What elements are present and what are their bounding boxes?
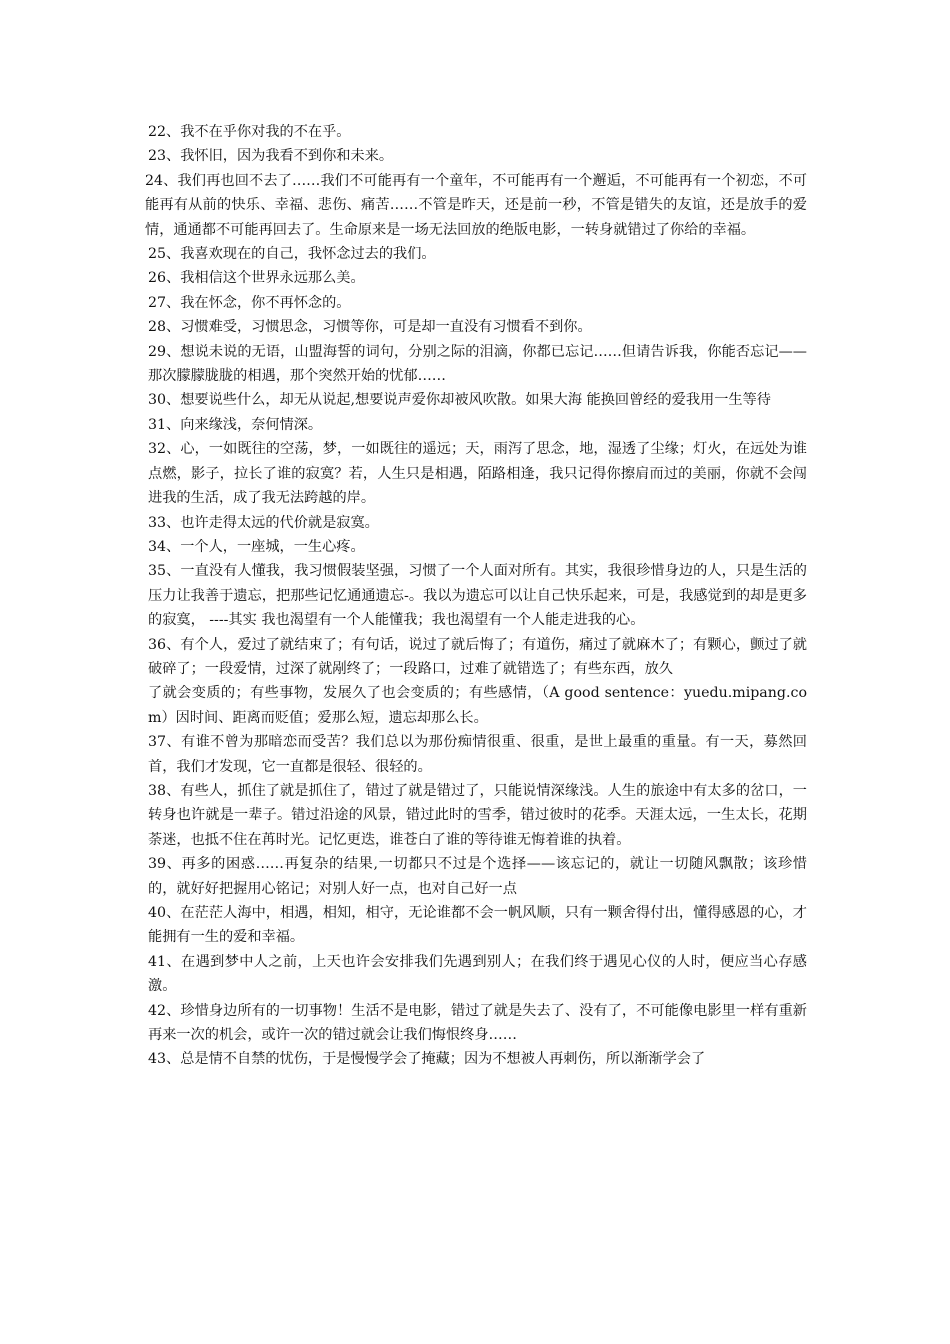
- paragraph-30: 30、想要说些什么，却无从说起,想要说声爱你却被风吹散。如果大海 能换回曾经的爱我用一生等待: [148, 392, 771, 409]
- paragraph-35: 35、一直没有人懂我，我习惯假装坚强，习惯了一个人面对所有。其实，我很珍惜身边的人，只是生活的压力让我善于遗忘，把那些记忆通通遗忘-。我以为遗忘可以让自己快乐起来，可是，我感觉到的却是更多的寂寞， ----其实 我也渴望有一个人能懂我；我也渴望有一个人能走进我的心。: [148, 563, 807, 629]
- paragraph-36: 36、有个人，爱过了就结束了；有句话，说过了就后悔了；有道伤，痛过了就麻木了；有颗心，颤过了就破碎了；一段爱情，过深了就剐终了；一段路口，过难了就错选了；有些东西，放久: [148, 636, 807, 677]
- paragraph-28: 28、习惯难受，习惯思念，习惯等你，可是却一直没有习惯看不到你。: [148, 319, 592, 336]
- paragraph-42: 42、珍惜身边所有的一切事物！生活不是电影，错过了就是失去了、没有了，不可能像电影里一样有重新再来一次的机会，或许一次的错过就会让我们悔恨终身……: [148, 1002, 807, 1044]
- paragraph-41: 41、在遇到梦中人之前，上天也许会安排我们先遇到别人；在我们终于遇见心仪的人时，便应当心存感激。: [148, 953, 807, 995]
- paragraph-24: 24、我们再也回不去了……我们不可能再有一个童年，不可能再有一个邂逅，不可能再有一个初恋，不可能再有从前的快乐、幸福、悲伤、痛苦……不管是昨天，还是前一秒，不管是错失的友谊，还是放手的爱情，通通都不可能再回去了。生命原来是一场无法回放的绝版电影，一转身就错过了你给的幸福。: [145, 172, 807, 238]
- paragraph-34: 34、一个人，一座城，一生心疼。: [148, 538, 365, 555]
- paragraph-36-continued: 了就会变质的；有些事物，发展久了也会变质的；有些感情，（A good sentence：yuedu.mipang.com）因时间、距离而贬值；爱那么短，遗忘却那么长。: [148, 685, 807, 726]
- paragraph-22: 22、我不在乎你对我的不在乎。: [148, 124, 351, 140]
- paragraph-43: 43、总是情不自禁的忧伤，于是慢慢学会了掩藏；因为不想被人再刺伤，所以渐渐学会了: [148, 1051, 706, 1068]
- paragraph-31: 31、向来缘浅，奈何情深。: [148, 416, 323, 433]
- paragraph-32: 32、心，一如既往的空荡，梦，一如既往的遥远；天，雨泻了思念，地，湿透了尘缘；灯火，在远处为谁点燃，影子，拉长了谁的寂寞？若，人生只是相遇，陌路相逢，我只记得你擦肩而过的美丽，你就不会闯进我的生活，成了我无法跨越的岸。: [148, 441, 807, 507]
- paragraph-26: 26、我相信这个世界永远那么美。: [148, 270, 365, 287]
- paragraph-33: 33、也许走得太远的代价就是寂寞。: [148, 514, 379, 531]
- paragraph-29: 29、想说未说的无语，山盟海誓的词句，分别之际的泪滴，你都已忘记……但请告诉我，你能否忘记——那次朦朦胧胧的相遇，那个突然开始的忧郁……: [148, 343, 807, 385]
- paragraph-39: 39、再多的困惑……再复杂的结果,一切都只不过是个选择——该忘记的，就让一切随风飘散；该珍惜的，就好好把握用心铭记；对别人好一点，也对自己好一点: [148, 856, 807, 897]
- document-body: [145, 120, 807, 1072]
- paragraph-27: 27、我在怀念，你不再怀念的。: [148, 294, 351, 311]
- paragraph-37: 37、有谁不曾为那暗恋而受苦？我们总以为那份痴情很重、很重，是世上最重的重量。有一天，募然回首，我们才发现，它一直都是很轻、很轻的。: [148, 734, 807, 775]
- paragraph-38: 38、有些人，抓住了就是抓住了，错过了就是错过了，只能说情深缘浅。人生的旅途中有太多的岔口，一转身也许就是一辈子。错过沿途的风景，错过此时的雪季，错过彼时的花季。天涯太远，一生太长，花期荼迷，也抵不住在苒时光。记忆更迭，谁苍白了谁的等待谁无悔着谁的执着。: [148, 782, 807, 848]
- paragraph-23: 23、我怀旧，因为我看不到你和未来。: [148, 148, 394, 165]
- paragraph-25: 25、我喜欢现在的自己，我怀念过去的我们。: [148, 246, 436, 263]
- paragraph-40: 40、在茫茫人海中，相遇，相知，相守，无论谁都不会一帆风顺，只有一颗舍得付出，懂得感恩的心，才能拥有一生的爱和幸福。: [148, 905, 807, 946]
